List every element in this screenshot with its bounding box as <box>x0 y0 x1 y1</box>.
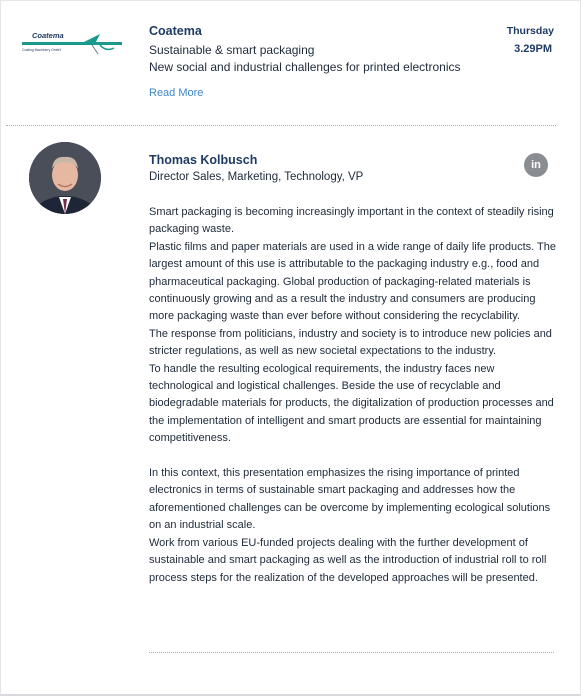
logo-wordmark: Coatema <box>32 31 64 40</box>
speaker-photo <box>29 142 101 214</box>
linkedin-icon[interactable]: in <box>524 153 548 177</box>
bottom-divider <box>149 652 554 653</box>
company-name: Coatema <box>149 24 202 38</box>
paragraph-gap <box>149 448 559 465</box>
read-more-link[interactable]: Read More <box>149 87 204 99</box>
abstract-paragraph: Plastic films and paper materials are used in a wide range of daily life products. The largest amount of this use is attributable to the packaging industry e.g., food and pharmaceutical packaging. Global production of packaging-related materials is continuously growing and as a result the industry and consumers are producing more packaging waste than ever before without considering the recyclability. <box>149 240 557 323</box>
abstract-paragraph: The response from politicians, industry and society is to introduce new policies and stricter regulations, as well as new societal expectations to the industry. <box>149 327 552 358</box>
session-time: 3.29PM <box>514 43 552 55</box>
avatar <box>29 142 101 214</box>
abstract-paragraph: To handle the resulting ecological requirements, the industry faces new technological and logistical challenges. Beside the use of recyclable and biodegradable materials for products, the digitalization of production processes and the implementation of intelligent and smart products are essential for maintaining competitiveness. <box>149 362 554 445</box>
abstract-paragraph: In this context, this presentation emphasizes the rising importance of printed electronics in terms of sustainable smart packaging and addresses how the aforementioned challenges can be overcome by implementing ecological solutions on an industrial scale. <box>149 467 551 532</box>
session-day: Thursday <box>506 25 554 37</box>
session-subtitle: New social and industrial challenges for printed electronics <box>149 60 461 74</box>
speaker-title: Director Sales, Marketing, Technology, VP <box>149 171 364 183</box>
session-header <box>0 0 581 125</box>
speaker-name: Thomas Kolbusch <box>149 153 258 167</box>
section-divider <box>6 125 556 126</box>
session-title: Sustainable & smart packaging <box>149 43 315 57</box>
abstract-paragraph: Smart packaging is becoming increasingly important in the context of steadily rising packaging waste. <box>149 206 554 236</box>
abstract-text <box>149 204 559 587</box>
abstract-paragraph: Work from various EU-funded projects dealing with the further development of sustainable and smart packaging as well as the introduction of industrial roll to roll process steps for the realization of the developed approaches will be presented. <box>149 536 547 584</box>
logo-tagline: Coating Machinery GmbH <box>22 48 62 52</box>
coatema-logo <box>22 30 126 60</box>
